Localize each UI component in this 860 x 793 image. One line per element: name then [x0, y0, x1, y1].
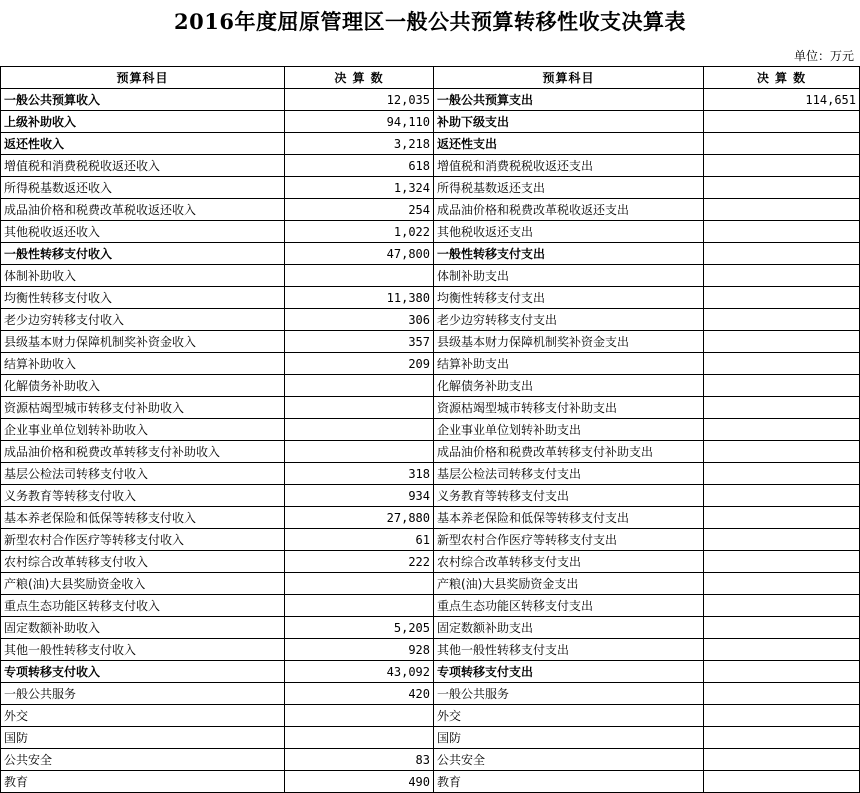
expense-item-cell: 基本养老保险和低保等转移支付支出 — [434, 507, 704, 529]
expense-amount-cell — [704, 397, 860, 419]
table-row — [1, 243, 860, 265]
expense-amount-cell — [704, 309, 860, 331]
table-row — [1, 265, 860, 287]
expense-amount-cell: 114,651 — [704, 89, 860, 111]
income-amount-cell — [285, 573, 434, 595]
income-item-cell: 其他税收返还收入 — [1, 221, 285, 243]
income-item-cell: 企业事业单位划转补助收入 — [1, 419, 285, 441]
income-item-cell: 新型农村合作医疗等转移支付收入 — [1, 529, 285, 551]
income-amount-cell: 490 — [285, 771, 434, 793]
expense-item-cell: 外交 — [434, 705, 704, 727]
income-amount-cell — [285, 265, 434, 287]
table-row — [1, 661, 860, 683]
income-item-cell: 基层公检法司转移支付收入 — [1, 463, 285, 485]
income-item-cell: 体制补助收入 — [1, 265, 285, 287]
expense-item-cell: 专项转移支付支出 — [434, 661, 704, 683]
table-row — [1, 177, 860, 199]
expense-amount-cell — [704, 353, 860, 375]
expense-item-cell: 农村综合改革转移支付支出 — [434, 551, 704, 573]
expense-amount-cell — [704, 199, 860, 221]
income-item-cell: 国防 — [1, 727, 285, 749]
income-item-cell: 一般公共预算收入 — [1, 89, 285, 111]
expense-amount-cell — [704, 661, 860, 683]
table-row — [1, 397, 860, 419]
income-item-cell: 基本养老保险和低保等转移支付收入 — [1, 507, 285, 529]
income-item-cell: 教育 — [1, 771, 285, 793]
income-item-cell: 均衡性转移支付收入 — [1, 287, 285, 309]
income-amount-cell: 83 — [285, 749, 434, 771]
expense-item-cell: 老少边穷转移支付支出 — [434, 309, 704, 331]
expense-item-cell: 重点生态功能区转移支付支出 — [434, 595, 704, 617]
expense-amount-cell — [704, 375, 860, 397]
table-row — [1, 727, 860, 749]
income-item-cell: 成品油价格和税费改革税收返还收入 — [1, 199, 285, 221]
table-row — [1, 111, 860, 133]
expense-item-cell: 一般性转移支付支出 — [434, 243, 704, 265]
table-row — [1, 749, 860, 771]
expense-amount-cell — [704, 243, 860, 265]
expense-item-cell: 公共安全 — [434, 749, 704, 771]
income-amount-cell: 357 — [285, 331, 434, 353]
expense-amount-cell — [704, 529, 860, 551]
header-income-item: 预算科目 — [1, 67, 285, 89]
unit-label: 单位：万元 — [793, 49, 854, 63]
income-amount-cell: 3,218 — [285, 133, 434, 155]
table-row — [1, 155, 860, 177]
income-item-cell: 老少边穷转移支付收入 — [1, 309, 285, 331]
income-amount-cell: 12,035 — [285, 89, 434, 111]
income-amount-cell — [285, 419, 434, 441]
table-row — [1, 507, 860, 529]
expense-item-cell: 结算补助支出 — [434, 353, 704, 375]
income-item-cell: 一般性转移支付收入 — [1, 243, 285, 265]
income-amount-cell: 420 — [285, 683, 434, 705]
income-item-cell: 返还性收入 — [1, 133, 285, 155]
expense-amount-cell — [704, 221, 860, 243]
expense-amount-cell — [704, 727, 860, 749]
income-item-cell: 农村综合改革转移支付收入 — [1, 551, 285, 573]
table-row — [1, 441, 860, 463]
table-row — [1, 683, 860, 705]
expense-item-cell: 国防 — [434, 727, 704, 749]
income-item-cell: 义务教育等转移支付收入 — [1, 485, 285, 507]
expense-amount-cell — [704, 419, 860, 441]
table-row — [1, 353, 860, 375]
expense-item-cell: 资源枯竭型城市转移支付补助支出 — [434, 397, 704, 419]
income-amount-cell: 27,880 — [285, 507, 434, 529]
table-row — [1, 419, 860, 441]
table-row — [1, 309, 860, 331]
income-amount-cell: 306 — [285, 309, 434, 331]
income-item-cell: 资源枯竭型城市转移支付补助收入 — [1, 397, 285, 419]
table-body — [1, 89, 860, 793]
expense-item-cell: 增值税和消费税税收返还支出 — [434, 155, 704, 177]
page-title: 2016年度屈原管理区一般公共预算转移性收支决算表 — [174, 9, 686, 34]
expense-amount-cell — [704, 111, 860, 133]
expense-item-cell: 返还性支出 — [434, 133, 704, 155]
income-amount-cell: 5,205 — [285, 617, 434, 639]
expense-amount-cell — [704, 551, 860, 573]
table-row — [1, 617, 860, 639]
income-item-cell: 化解债务补助收入 — [1, 375, 285, 397]
expense-item-cell: 成品油价格和税费改革转移支付补助支出 — [434, 441, 704, 463]
table-row — [1, 573, 860, 595]
income-amount-cell: 43,092 — [285, 661, 434, 683]
income-amount-cell: 47,800 — [285, 243, 434, 265]
income-item-cell: 增值税和消费税税收返还收入 — [1, 155, 285, 177]
expense-item-cell: 县级基本财力保障机制奖补资金支出 — [434, 331, 704, 353]
expense-amount-cell — [704, 617, 860, 639]
expense-item-cell: 体制补助支出 — [434, 265, 704, 287]
expense-amount-cell — [704, 639, 860, 661]
income-amount-cell: 928 — [285, 639, 434, 661]
expense-item-cell: 义务教育等转移支付支出 — [434, 485, 704, 507]
expense-item-cell: 一般公共服务 — [434, 683, 704, 705]
income-item-cell: 结算补助收入 — [1, 353, 285, 375]
table-row — [1, 375, 860, 397]
expense-amount-cell — [704, 463, 860, 485]
expense-amount-cell — [704, 595, 860, 617]
expense-item-cell: 新型农村合作医疗等转移支付支出 — [434, 529, 704, 551]
expense-amount-cell — [704, 331, 860, 353]
expense-amount-cell — [704, 749, 860, 771]
expense-amount-cell — [704, 705, 860, 727]
income-amount-cell: 1,324 — [285, 177, 434, 199]
income-item-cell: 其他一般性转移支付收入 — [1, 639, 285, 661]
income-amount-cell — [285, 727, 434, 749]
table-row — [1, 133, 860, 155]
income-item-cell: 上级补助收入 — [1, 111, 285, 133]
table-row — [1, 595, 860, 617]
income-amount-cell — [285, 595, 434, 617]
income-item-cell: 所得税基数返还收入 — [1, 177, 285, 199]
expense-amount-cell — [704, 265, 860, 287]
income-item-cell: 固定数额补助收入 — [1, 617, 285, 639]
expense-item-cell: 企业事业单位划转补助支出 — [434, 419, 704, 441]
expense-amount-cell — [704, 507, 860, 529]
income-amount-cell: 1,022 — [285, 221, 434, 243]
expense-item-cell: 基层公检法司转移支付支出 — [434, 463, 704, 485]
table-row — [1, 463, 860, 485]
income-item-cell: 专项转移支付收入 — [1, 661, 285, 683]
expense-amount-cell — [704, 771, 860, 793]
expense-amount-cell — [704, 573, 860, 595]
income-item-cell: 县级基本财力保障机制奖补资金收入 — [1, 331, 285, 353]
expense-item-cell: 化解债务补助支出 — [434, 375, 704, 397]
table-row — [1, 529, 860, 551]
expense-amount-cell — [704, 155, 860, 177]
expense-item-cell: 一般公共预算支出 — [434, 89, 704, 111]
income-amount-cell: 934 — [285, 485, 434, 507]
income-item-cell: 公共安全 — [1, 749, 285, 771]
income-item-cell: 外交 — [1, 705, 285, 727]
income-amount-cell — [285, 375, 434, 397]
table-row — [1, 551, 860, 573]
table-row — [1, 771, 860, 793]
expense-item-cell: 产粮(油)大县奖励资金支出 — [434, 573, 704, 595]
income-item-cell: 一般公共服务 — [1, 683, 285, 705]
expense-item-cell: 其他税收返还支出 — [434, 221, 704, 243]
table-row — [1, 639, 860, 661]
expense-item-cell: 补助下级支出 — [434, 111, 704, 133]
expense-item-cell: 其他一般性转移支付支出 — [434, 639, 704, 661]
table-row — [1, 331, 860, 353]
table-row — [1, 89, 860, 111]
expense-amount-cell — [704, 177, 860, 199]
income-amount-cell: 11,380 — [285, 287, 434, 309]
header-income-amount: 决 算 数 — [285, 67, 434, 89]
income-amount-cell: 254 — [285, 199, 434, 221]
expense-amount-cell — [704, 485, 860, 507]
table-row — [1, 221, 860, 243]
income-item-cell: 成品油价格和税费改革转移支付补助收入 — [1, 441, 285, 463]
income-amount-cell: 318 — [285, 463, 434, 485]
expense-item-cell: 成品油价格和税费改革税收返还支出 — [434, 199, 704, 221]
income-amount-cell — [285, 705, 434, 727]
expense-item-cell: 固定数额补助支出 — [434, 617, 704, 639]
income-item-cell: 产粮(油)大县奖励资金收入 — [1, 573, 285, 595]
income-amount-cell — [285, 397, 434, 419]
expense-amount-cell — [704, 287, 860, 309]
header-expense-item: 预算科目 — [434, 67, 704, 89]
expense-amount-cell — [704, 683, 860, 705]
income-amount-cell — [285, 441, 434, 463]
table-row — [1, 199, 860, 221]
expense-amount-cell — [704, 133, 860, 155]
income-amount-cell: 94,110 — [285, 111, 434, 133]
table-header-row — [1, 67, 860, 89]
table-row — [1, 485, 860, 507]
income-amount-cell: 222 — [285, 551, 434, 573]
expense-item-cell: 教育 — [434, 771, 704, 793]
income-amount-cell: 61 — [285, 529, 434, 551]
table-row — [1, 287, 860, 309]
expense-amount-cell — [704, 441, 860, 463]
table-row — [1, 705, 860, 727]
budget-table — [0, 66, 860, 793]
expense-item-cell: 均衡性转移支付支出 — [434, 287, 704, 309]
income-amount-cell: 618 — [285, 155, 434, 177]
income-item-cell: 重点生态功能区转移支付收入 — [1, 595, 285, 617]
header-expense-amount: 决 算 数 — [704, 67, 860, 89]
income-amount-cell: 209 — [285, 353, 434, 375]
expense-item-cell: 所得税基数返还支出 — [434, 177, 704, 199]
